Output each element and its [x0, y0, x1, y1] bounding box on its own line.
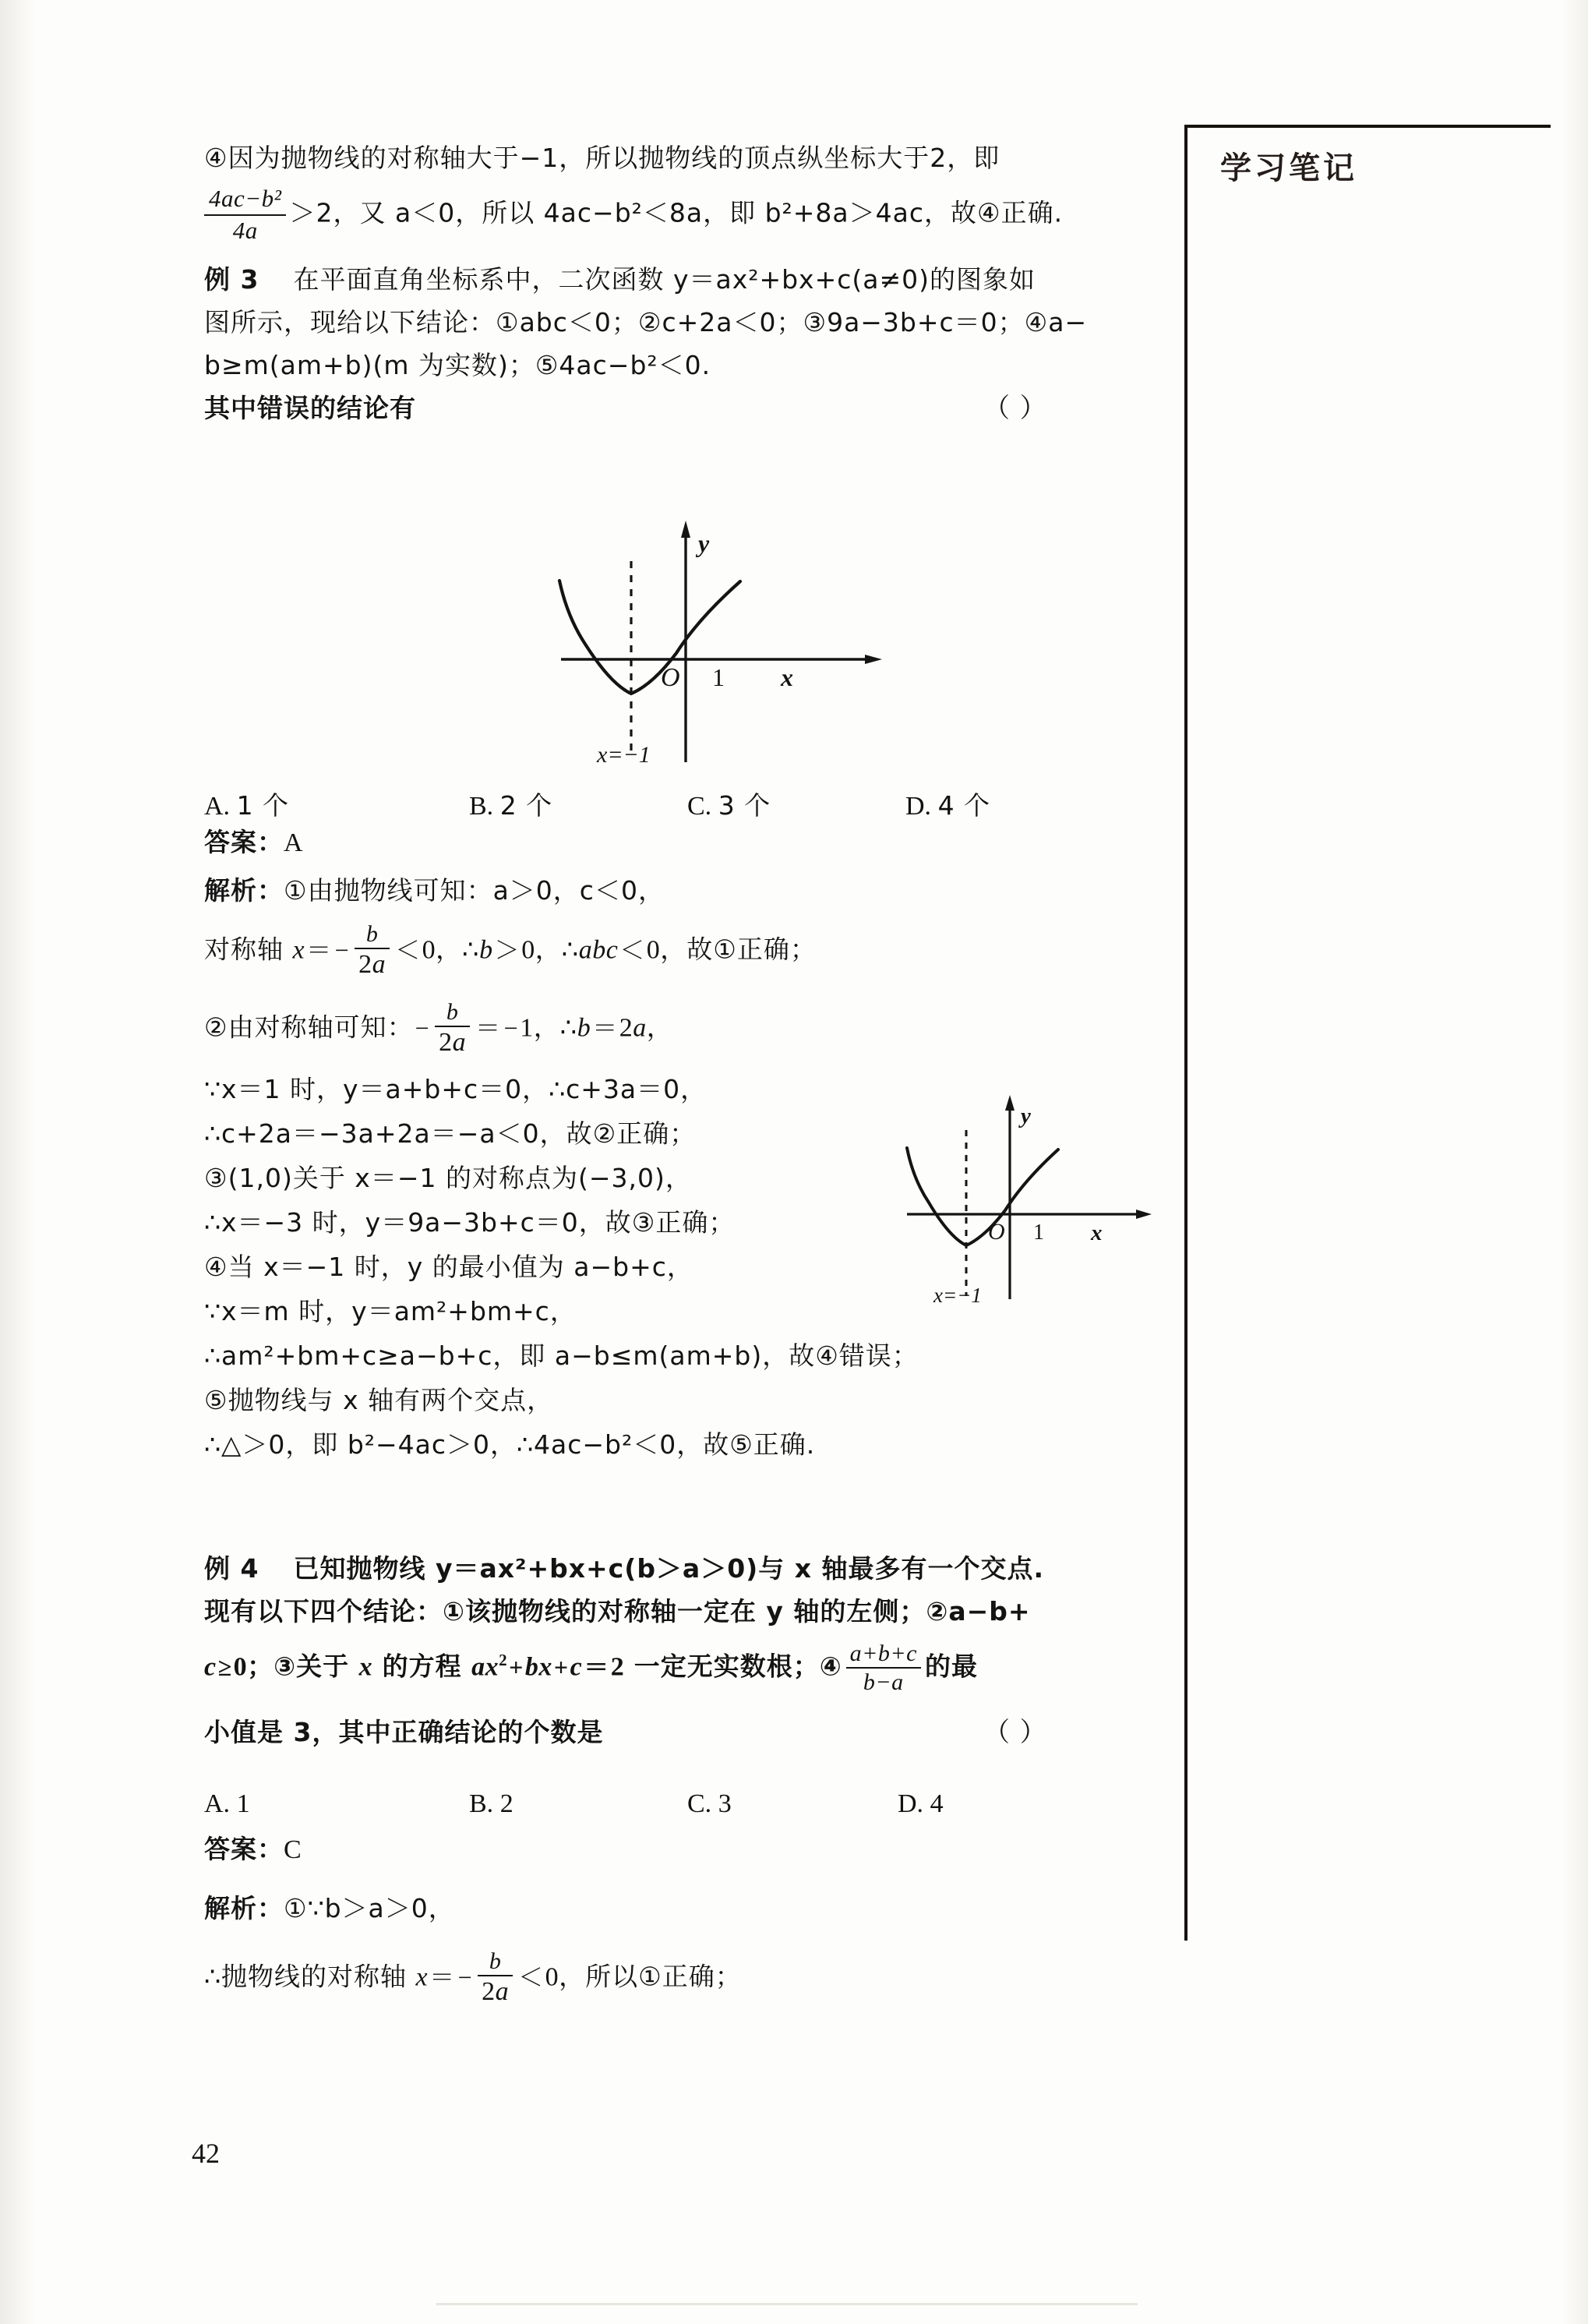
y-axis-label: y — [698, 529, 710, 557]
x-tick-label-1: 1 — [712, 663, 725, 691]
example3-stem-line-1: 例 3 在平面直角坐标系中，二次函数 y＝ax²+bx+c(a≠0)的图象如 — [204, 264, 1036, 295]
origin-label: O — [988, 1219, 1005, 1245]
scan-artifact-line — [436, 2303, 1138, 2305]
example4-analysis-line-2: ∴抛物线的对称轴 x＝ − $\frac{b}{2a}$ ＜0，所以①正确； — [204, 1948, 742, 2007]
y-axis-arrow — [681, 521, 690, 538]
example3-analysis-line-9: ∵x＝m 时，y＝am²+bm+c， — [204, 1296, 577, 1326]
example3-stem-line-2: 图所示，现给以下结论：①abc＜0；②c+2a＜0；③9a−3b+c＝0；④a− — [204, 307, 1088, 338]
figure-main — [545, 514, 904, 772]
example3-choice-d[interactable]: D. 4 个 — [905, 790, 991, 821]
figure-margin-svg — [896, 1087, 1177, 1313]
axis-of-symmetry-label: x=−1 — [597, 742, 651, 768]
figure-main-svg — [545, 514, 904, 772]
example4-stem-line-4: 小值是 3，其中正确结论的个数是 （ ） — [204, 1717, 1047, 1748]
example4-stem-line-1: 例 4 已知抛物线 y＝ax²+bx+c(b＞a＞0)与 x 轴最多有一个交点. — [204, 1553, 1045, 1584]
figure-margin — [896, 1087, 1177, 1313]
fraction-b-over-2a-2: $\frac{b}{2a}$ — [435, 1000, 470, 1057]
example3-answer: 答案：A — [204, 827, 304, 857]
page-number: 42 — [192, 2138, 220, 2169]
fraction-abc-over-b-minus-a: $\frac{a+b+c}{b-a}$ — [846, 1641, 921, 1694]
main-text-column — [204, 145, 1163, 430]
example3-choice-b[interactable]: B. 2 个 — [469, 790, 553, 821]
example4-stem-line-3: c≥0；③关于 x 的方程 $ax^2+bx+c=2$ 一定无实数根；④ $\frac{a+b+c}{b-a}$ 的最 — [204, 1641, 978, 1696]
note-column-divider — [1184, 125, 1187, 1941]
x-axis-arrow — [1136, 1210, 1152, 1219]
y-axis-label: y — [1021, 1104, 1031, 1128]
example4-choice-b[interactable]: B. 2 — [469, 1789, 513, 1818]
example3-analysis-line-1: 解析：①由抛物线可知：a＞0，c＜0， — [204, 875, 665, 906]
intro-line-1: ④因为抛物线的对称轴大于−1，所以抛物线的顶点纵坐标大于2，即 — [204, 143, 1000, 173]
example3-stem-line-4: 其中错误的结论有 （ ） — [204, 393, 1047, 425]
example3-analysis-line-6: ③(1,0)关于 x＝−1 的对称点为(−3,0)， — [204, 1163, 692, 1193]
example3-analysis-line-7: ∴x＝−3 时，y＝9a−3b+c＝0，故③正确； — [204, 1207, 736, 1238]
fraction-b-over-2a-3: $\frac{b}{2a}$ — [478, 1949, 513, 2006]
example4-choice-d[interactable]: D. 4 — [898, 1789, 944, 1818]
example4-label: 例 4 — [204, 1553, 259, 1584]
example3-analysis-line-12: ∴△＞0，即 b²−4ac＞0，∴4ac−b²＜0，故⑤正确. — [204, 1429, 816, 1460]
example3-choice-a[interactable]: A. 1 个 — [204, 790, 290, 821]
intro-line-2: $\frac{\text{4ac−b²}}{4a}$ ＞2，又 a＜0，所以 4ac−b²＜8a，即 b²+8a＞4ac，故④正确. — [204, 186, 1163, 243]
example3-label: 例 3 — [204, 264, 259, 295]
example3-analysis-line-11: ⑤抛物线与 x 轴有两个交点， — [204, 1385, 554, 1415]
y-axis-arrow — [1005, 1095, 1015, 1111]
example4-choices — [204, 1789, 1163, 1830]
example4-answer-parenthesis: （ ） — [983, 1717, 1047, 1748]
example4-analysis — [204, 1895, 1163, 2007]
example4-analysis-line-1: 解析：①∵b＞a＞0， — [204, 1893, 455, 1923]
study-notes-title: 学习笔记 — [1220, 150, 1357, 186]
example3-analysis-line-8: ④当 x＝−1 时，y 的最小值为 a−b+c， — [204, 1252, 693, 1282]
fraction-b-over-2a-1: $\frac{b}{2a}$ — [355, 922, 390, 979]
example3-analysis-line-2: 对称轴 x＝ − $\frac{b}{2a}$ ＜0，∴b＞0，∴abc＜0，故①正确； — [204, 921, 817, 980]
example3-choices — [204, 786, 1163, 826]
example3-analysis-line-5: ∴c+2a＝−3a+2a＝−a＜0，故②正确； — [204, 1118, 697, 1149]
example3-analysis-line-10: ∴am²+bm+c≥a−b+c，即 a−b≤m(am+b)，故④错误； — [204, 1340, 919, 1371]
example3-stem-line-3: b≥m(am+b)(m 为实数)；⑤4ac−b²＜0. — [204, 350, 711, 381]
example3-answer-parenthesis: （ ） — [983, 393, 1047, 425]
x-tick-label-1: 1 — [1033, 1220, 1044, 1245]
x-axis-arrow — [865, 655, 882, 664]
example3-choice-c[interactable]: C. 3 个 — [687, 790, 771, 821]
example4-choice-c[interactable]: C. 3 — [687, 1789, 732, 1818]
example4-stem-line-2: 现有以下四个结论：①该抛物线的对称轴一定在 y 轴的左侧；②a−b+ — [204, 1596, 1031, 1626]
origin-label: O — [661, 663, 680, 692]
example4 — [204, 1553, 1163, 1756]
axis-of-symmetry-label: x=−1 — [933, 1284, 982, 1307]
example3-analysis-line-4: ∵x＝1 时，y＝a+b+c＝0，∴c+3a＝0， — [204, 1074, 708, 1104]
example4-answer: 答案：C — [204, 1834, 302, 1864]
note-column-top-rule — [1184, 125, 1551, 128]
x-axis-label: x — [781, 663, 793, 691]
example3-analysis-line-3: ②由对称轴可知：− $\frac{b}{2a}$ ＝ −1，∴b＝2a， — [204, 999, 673, 1058]
x-axis-label: x — [1091, 1220, 1103, 1245]
example4-choice-a[interactable]: A. 1 — [204, 1789, 250, 1818]
fraction-4ac-b2-over-4a: $\frac{\text{4ac−b²}}{4a}$ — [204, 186, 286, 243]
